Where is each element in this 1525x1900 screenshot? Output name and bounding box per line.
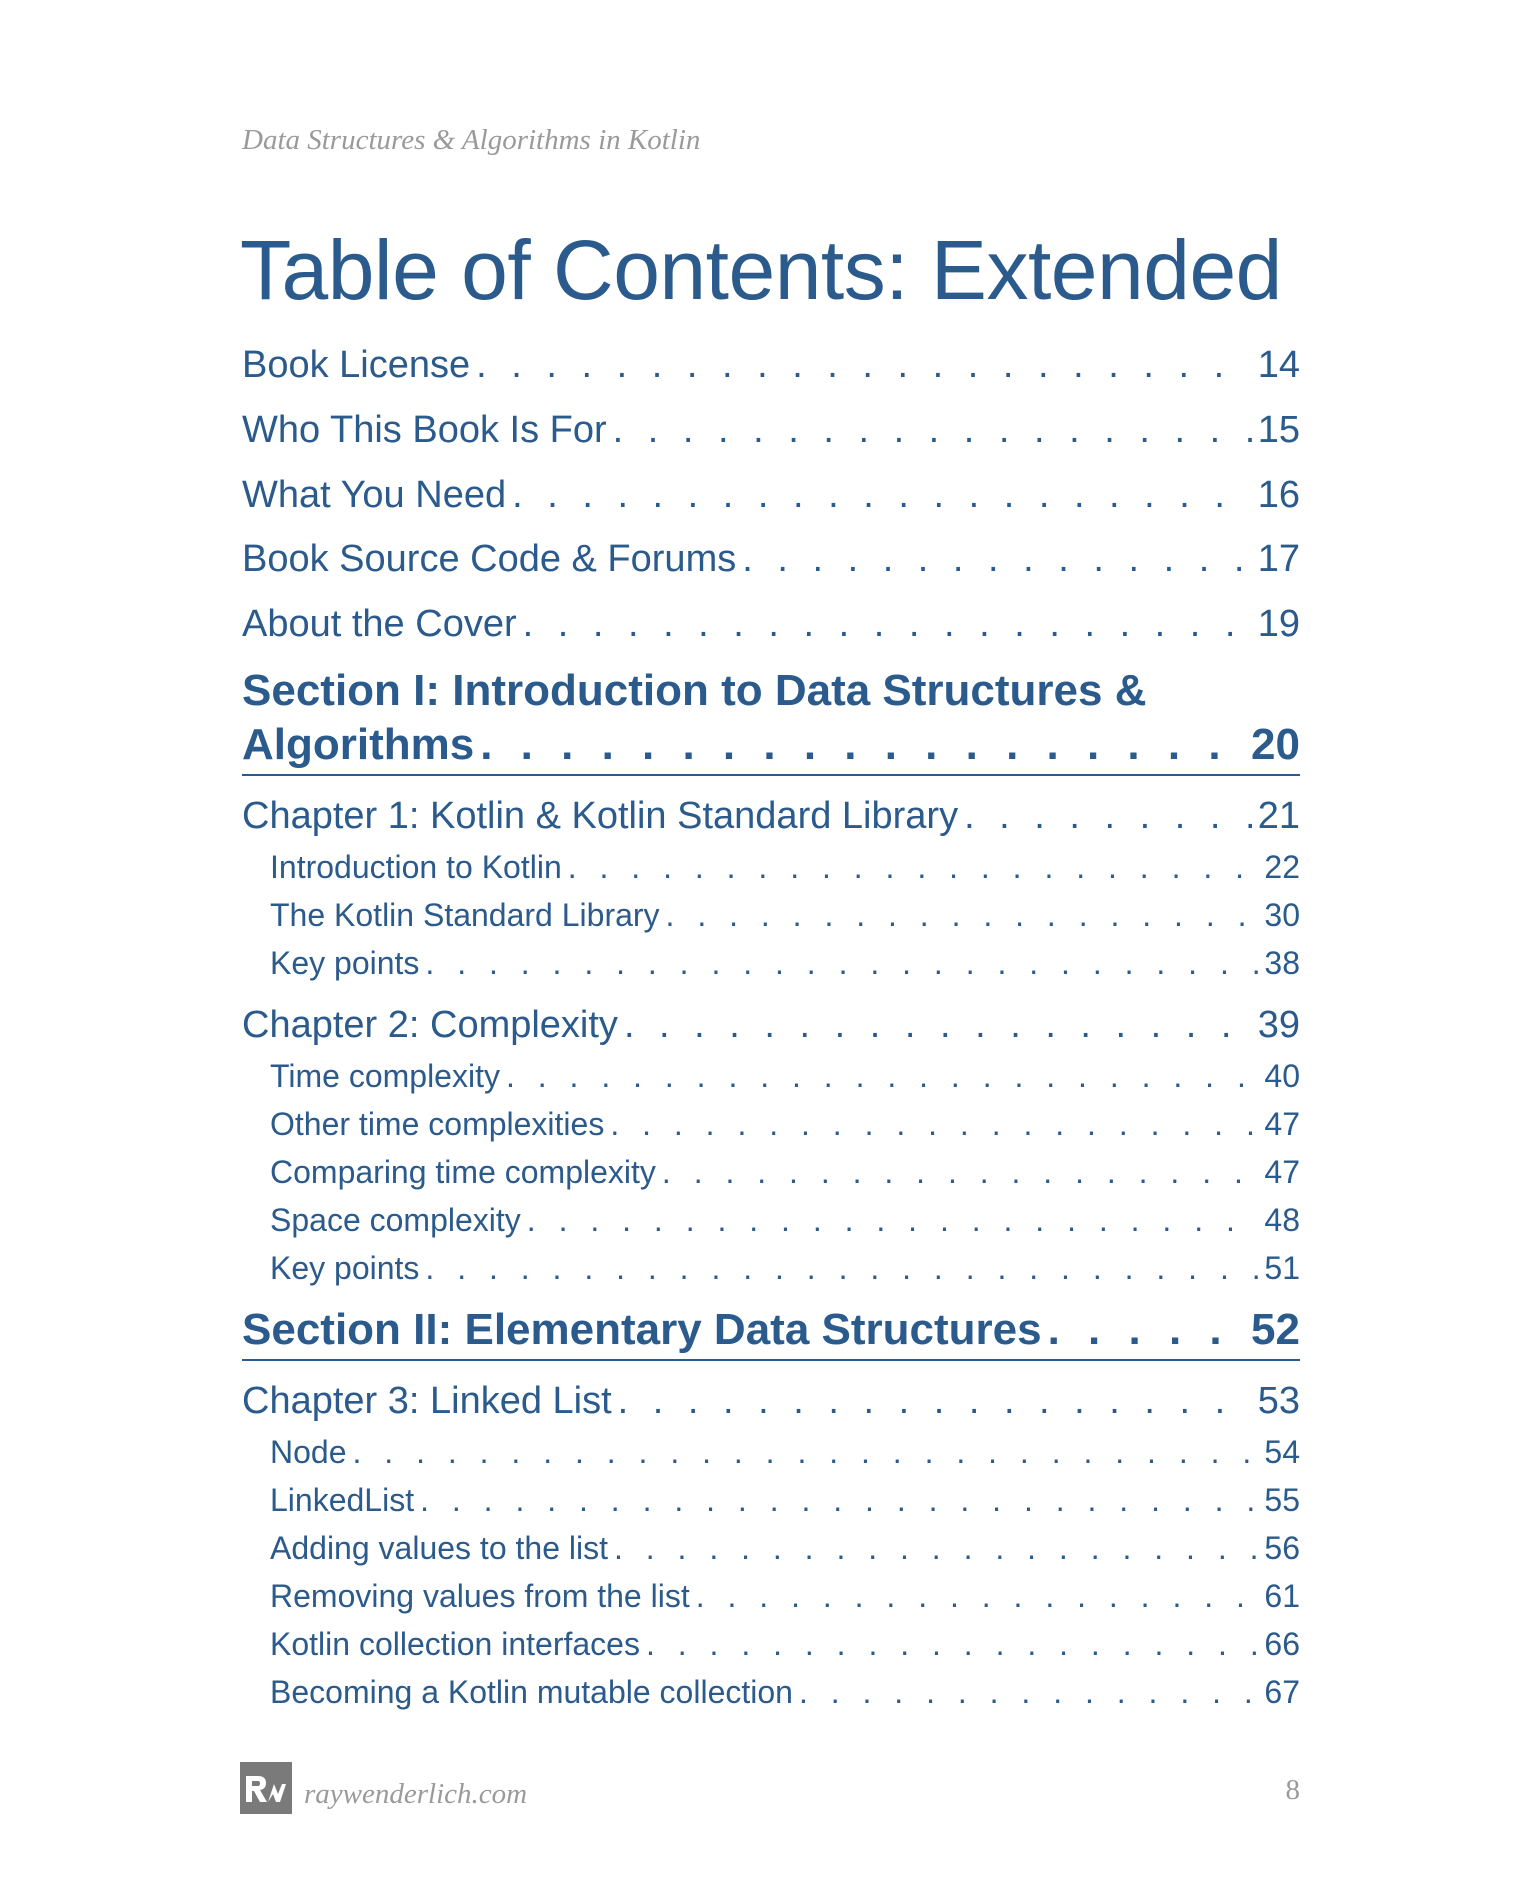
toc-item-label: Adding values to the list (270, 1530, 608, 1566)
leader-dots (568, 849, 1259, 886)
toc-item-page: 54 (1264, 1434, 1300, 1470)
toc-item-comparing-time-complexity[interactable] (270, 1154, 1300, 1191)
toc-section-page: 20 (1251, 720, 1300, 769)
leader-dots (480, 720, 1245, 770)
toc-entry-label: About the Cover (242, 603, 517, 645)
leader-dots (666, 897, 1259, 934)
toc-section-1[interactable] (242, 720, 1300, 770)
toc-item-page: 40 (1264, 1058, 1300, 1094)
toc-item-page: 61 (1264, 1578, 1300, 1614)
toc-item-page: 30 (1264, 897, 1300, 933)
leader-dots (425, 945, 1258, 982)
toc-chapter-label: Chapter 2: Complexity (242, 1004, 618, 1046)
toc-entry-page: 16 (1257, 474, 1300, 516)
toc-item-space-complexity[interactable] (270, 1202, 1300, 1239)
toc-item-label: Kotlin collection interfaces (270, 1626, 640, 1662)
toc-item-label: Comparing time complexity (270, 1154, 656, 1190)
leader-dots (614, 1530, 1258, 1567)
toc-chapter-page: 39 (1257, 1004, 1300, 1046)
toc-section-label: Section II: Elementary Data Structures (242, 1305, 1042, 1354)
toc-chapter-page: 53 (1257, 1380, 1300, 1422)
toc-item-page: 48 (1264, 1202, 1300, 1238)
leader-dots (506, 1058, 1258, 1095)
toc-item-adding-values[interactable] (270, 1530, 1300, 1567)
toc-section-2[interactable] (242, 1305, 1300, 1355)
toc-item-introduction-to-kotlin[interactable] (270, 849, 1300, 886)
toc-item-removing-values[interactable] (270, 1578, 1300, 1615)
toc-section-label: Algorithms (242, 720, 475, 769)
toc-entry-page: 19 (1257, 603, 1300, 645)
leader-dots (512, 474, 1252, 517)
toc-chapter-2[interactable] (242, 1004, 1300, 1047)
leader-dots (353, 1434, 1259, 1471)
toc-item-label: LinkedList (270, 1482, 415, 1518)
leader-dots (618, 1380, 1252, 1423)
footer-page-number: 8 (1285, 1774, 1300, 1806)
toc-item-label: Key points (270, 1250, 420, 1286)
toc-item-page: 56 (1264, 1530, 1300, 1566)
leader-dots (610, 1106, 1258, 1143)
toc-item-linkedlist[interactable] (270, 1482, 1300, 1519)
toc-item-label: Removing values from the list (270, 1578, 690, 1614)
toc-item-label: Introduction to Kotlin (270, 849, 562, 885)
leader-dots (527, 1202, 1259, 1239)
toc-entry-page: 15 (1257, 409, 1300, 451)
toc-item-label: Time complexity (270, 1058, 500, 1094)
toc-item-key-points-ch1[interactable] (270, 945, 1300, 982)
toc-entry-about-the-cover[interactable] (242, 603, 1300, 646)
toc-chapter-page: 21 (1257, 795, 1300, 837)
section-2-underline (242, 1359, 1300, 1361)
leader-dots (964, 795, 1252, 838)
toc-item-other-time-complexities[interactable] (270, 1106, 1300, 1143)
toc-item-page: 47 (1264, 1106, 1300, 1142)
leader-dots (742, 538, 1251, 581)
toc-item-label: Becoming a Kotlin mutable collection (270, 1674, 793, 1710)
toc-entry-what-you-need[interactable] (242, 474, 1300, 517)
toc-entry-label: Book License (242, 344, 471, 386)
toc-entry-label: Book Source Code & Forums (242, 538, 737, 580)
leader-dots (624, 1004, 1252, 1047)
toc-entry-page: 14 (1257, 344, 1300, 386)
toc-item-page: 22 (1264, 849, 1300, 885)
leader-dots (420, 1482, 1258, 1519)
page-title: Table of Contents: Extended (240, 223, 1282, 317)
section-1-underline (242, 774, 1300, 776)
toc-item-kotlin-standard-library[interactable] (270, 897, 1300, 934)
toc-chapter-label: Chapter 1: Kotlin & Kotlin Standard Library (242, 795, 959, 837)
toc-entry-book-source-code[interactable] (242, 538, 1300, 581)
leader-dots (646, 1626, 1258, 1663)
toc-item-label: The Kotlin Standard Library (270, 897, 660, 933)
leader-dots (696, 1578, 1259, 1615)
rw-logo-icon (240, 1762, 292, 1814)
toc-entry-book-license[interactable] (242, 344, 1300, 387)
toc-chapter-label: Chapter 3: Linked List (242, 1380, 612, 1422)
leader-dots (799, 1674, 1258, 1711)
toc-item-kotlin-collection-interfaces[interactable] (270, 1626, 1300, 1663)
toc-item-label: Other time complexities (270, 1106, 605, 1142)
leader-dots (1048, 1305, 1245, 1355)
leader-dots (425, 1250, 1258, 1287)
toc-entry-label: What You Need (242, 474, 507, 516)
toc-entry-page: 17 (1257, 538, 1300, 580)
section-1-title-line1[interactable]: Section I: Introduction to Data Structures & (242, 666, 1147, 715)
toc-item-key-points-ch2[interactable] (270, 1250, 1300, 1287)
toc-item-page: 66 (1264, 1626, 1300, 1662)
toc-item-label: Node (270, 1434, 347, 1470)
toc-item-node[interactable] (270, 1434, 1300, 1471)
toc-item-mutable-collection[interactable] (270, 1674, 1300, 1711)
toc-item-page: 51 (1264, 1250, 1300, 1286)
toc-entry-who-this-book-is-for[interactable] (242, 409, 1300, 452)
toc-chapter-3[interactable] (242, 1380, 1300, 1423)
leader-dots (476, 344, 1252, 387)
toc-item-label: Space complexity (270, 1202, 521, 1238)
toc-chapter-1[interactable] (242, 795, 1300, 838)
toc-item-page: 67 (1264, 1674, 1300, 1710)
toc-item-label: Key points (270, 945, 420, 981)
leader-dots (662, 1154, 1259, 1191)
toc-entry-label: Who This Book Is For (242, 409, 607, 451)
toc-item-time-complexity[interactable] (270, 1058, 1300, 1095)
toc-item-page: 47 (1264, 1154, 1300, 1190)
leader-dots (523, 603, 1252, 646)
footer-site-name: raywenderlich.com (304, 1778, 528, 1810)
running-header: Data Structures & Algorithms in Kotlin (242, 124, 701, 156)
toc-item-page: 38 (1264, 945, 1300, 981)
leader-dots (613, 409, 1252, 452)
toc-section-page: 52 (1251, 1305, 1300, 1354)
toc-item-page: 55 (1264, 1482, 1300, 1518)
